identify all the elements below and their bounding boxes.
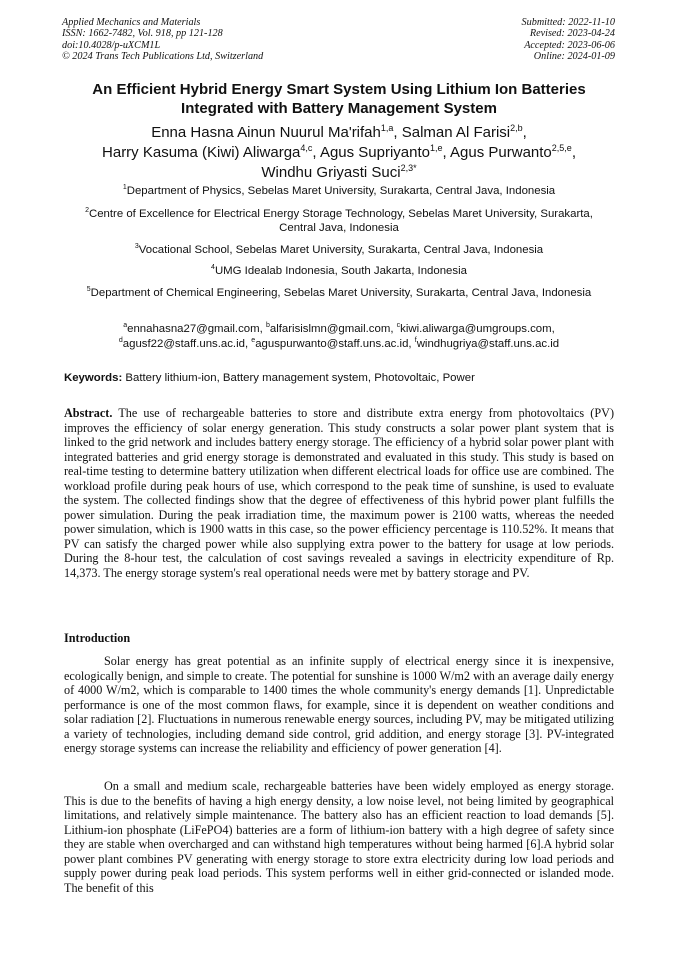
affiliation-text: Centre of Excellence for Electrical Energy Storage Technology, Sebelas Maret University, Surakarta, Central Java, Indonesia: [88, 208, 593, 234]
affiliation-text: Department of Chemical Engineering, Sebelas Maret University, Surakarta, Central Java, Indonesia: [90, 287, 592, 299]
affiliation-text: Vocational School, Sebelas Maret University, Surakarta, Central Java, Indonesia: [138, 244, 544, 256]
email-mark: b: [265, 322, 270, 329]
affiliation-number: 4: [211, 264, 215, 271]
author-affiliation-mark: 2,3*: [400, 163, 417, 173]
affiliation-text: Department of Physics, Sebelas Maret University, Surakarta, Central Java, Indonesia: [126, 185, 556, 197]
section-heading-introduction: Introduction: [64, 631, 131, 645]
email-address[interactable]: agusf22@staff.uns.ac.id: [122, 337, 245, 350]
journal-name: Applied Mechanics and Materials: [62, 17, 201, 28]
author-separator: ,: [442, 144, 451, 161]
revised-date: Revised: 2023-04-24: [529, 28, 615, 40]
author-name: Salman Al Farisi: [401, 124, 511, 141]
email-separator: ,: [244, 337, 252, 350]
affiliation: [70, 264, 608, 278]
author-affiliation-mark: 2,b: [510, 123, 523, 133]
email-address[interactable]: windhugriya@staff.uns.ac.id: [416, 337, 560, 350]
email-line: [70, 322, 608, 337]
email-mark: d: [118, 336, 123, 344]
online-date: Online: 2024-01-09: [533, 51, 615, 63]
email-address[interactable]: alfarisislmn@gmail.com: [269, 323, 391, 335]
author-separator: ,: [571, 144, 576, 161]
author-list: [40, 123, 638, 183]
affiliation-number: 5: [86, 286, 91, 293]
email-separator: ,: [390, 323, 397, 335]
author-name: Agus Purwanto: [450, 144, 552, 161]
email-mark: f: [414, 336, 417, 344]
keywords-text: Battery lithium-ion, Battery management system, Photovoltaic, Power: [125, 372, 475, 384]
author-affiliation-mark: 1,a: [380, 123, 394, 133]
affiliation-number: 2: [85, 207, 89, 214]
author-line: [40, 163, 638, 183]
journal-info: [62, 17, 263, 63]
copyright: © 2024 Trans Tech Publications Ltd, Switzerland: [62, 51, 264, 63]
affiliation-number: 3: [134, 243, 139, 250]
title-line: Integrated with Battery Management System: [181, 100, 497, 117]
email-separator: ,: [551, 323, 555, 335]
body-paragraph: On a small and medium scale, rechargeable batteries have been widely employed as energy storage. This is due to the benefits of having a high energy density, a low noise level, not being limited by geographical limitations, and relatively simple maintenance. The battery also has an efficient reaction to load demands [5]. Lithium-ion phosphate (LiFePO4) batteries are a form of lithium-ion battery with a high degree of safety since they are stable when overcharged and can withstand high temperatures without being harmed [6].A hybrid solar power plant combines PV generating with energy storage to store extra electricity during low load periods and supply power during peak load periods. This system performs well in either grid-connected or islanded mode. The benefit of this: [64, 779, 614, 895]
email-separator: ,: [259, 323, 266, 335]
affiliation: [70, 207, 608, 235]
body-paragraph: Solar energy has great potential as an infinite supply of electrical energy since it is inexpensive, ecologically benign, and simple to create. The potential for sunshine is 1000 W/m2 with an average daily energy of 4000 W/m2, which is comparable to 1400 times the whole community's energy demands [1]. Unpredictable performance is one of the most common flaws, for example, since it is dependent on weather conditions and solar radiation [2]. Fluctuations in numerous renewable energy sources, including PV, may be mitigated utilizing a variety of technologies, including demand side control, grid addition, and energy storage [3]. PV-integrated energy storage systems can increase the reliability and efficiency of power generation [4].: [64, 654, 614, 756]
author-name: Enna Hasna Ainun Nuurul Ma'rifah: [151, 124, 381, 141]
publication-dates: [522, 17, 615, 63]
affiliation-number: 1: [122, 184, 127, 191]
abstract-text: The use of rechargeable batteries to store and distribute extra energy from photovoltaics (PV) improves the efficiency of solar energy generation. This study constructs a solar power plant system that is linked to the grid network and includes battery energy storage. The efficiency of a hybrid solar power plant with integrated batteries and grid energy storage is demonstrated and evaluated in this study. This study is based on real-time testing to determine battery utilization when different electrical loads for office use are combined. The workload profile during peak hours of use, which correspond to the peak time of sunshine, is used to evaluate the system. The collected findings show that the degree of effectiveness of this hybrid power plant fulfills the power simulation. During the peak irradiation time, the maximum power is 2100 watts, whereas the needed power simulation, which is 1900 watts in this case, so the power efficiency percentage is 110.52%. It means that PV can satisfy the charged power while also supplying extra power to the battery for usage at low periods. During the 8-hour test, the calculation of cost savings revealed a savings in electricity expenditure of Rp. 14,373. The energy storage system's real operational needs were met by battery storage and PV.: [64, 406, 615, 581]
email-mark: a: [123, 322, 128, 329]
author-name: Windhu Griyasti Suci: [261, 164, 401, 181]
author-name: Harry Kasuma (Kiwi) Aliwarga: [102, 144, 301, 161]
author-separator: ,: [522, 124, 527, 141]
author-line: [40, 143, 638, 163]
keywords: [64, 371, 614, 385]
affiliation: [70, 184, 608, 198]
accepted-date: Accepted: 2023-06-06: [524, 39, 615, 51]
email-address[interactable]: ennahasna27@gmail.com: [127, 323, 260, 335]
affiliation: [70, 286, 608, 300]
abstract: [64, 406, 614, 581]
email-address[interactable]: aguspurwanto@staff.uns.ac.id: [255, 337, 409, 350]
affiliation: [70, 243, 608, 257]
submitted-date: Submitted: 2022-11-10: [521, 17, 615, 28]
issn: ISSN: 1662-7482, Vol. 918, pp 121-128: [62, 28, 223, 40]
email-address[interactable]: kiwi.aliwarga@umgroups.com: [400, 323, 552, 335]
paper-title: [40, 80, 638, 118]
author-separator: ,: [393, 124, 402, 141]
author-affiliation-mark: 2,5,e: [551, 143, 572, 153]
title-line: An Efficient Hybrid Energy Smart System Using Lithium Ion Batteries: [92, 81, 586, 98]
author-affiliation-mark: 1,e: [430, 143, 443, 153]
affiliation-text: UMG Idealab Indonesia, South Jakarta, Indonesia: [214, 265, 467, 277]
keywords-label: Keywords:: [64, 372, 123, 384]
email-line: [70, 337, 608, 352]
email-mark: e: [251, 336, 256, 344]
author-separator: ,: [312, 144, 320, 161]
author-name: Agus Supriyanto: [319, 144, 431, 161]
doi: doi:10.4028/p-uXCM1L: [62, 39, 161, 51]
email-mark: c: [396, 322, 401, 329]
email-list: [70, 322, 608, 351]
author-line: [40, 123, 638, 143]
abstract-label: Abstract.: [64, 406, 113, 420]
author-affiliation-mark: 4,c: [300, 143, 313, 153]
email-separator: ,: [408, 337, 415, 350]
